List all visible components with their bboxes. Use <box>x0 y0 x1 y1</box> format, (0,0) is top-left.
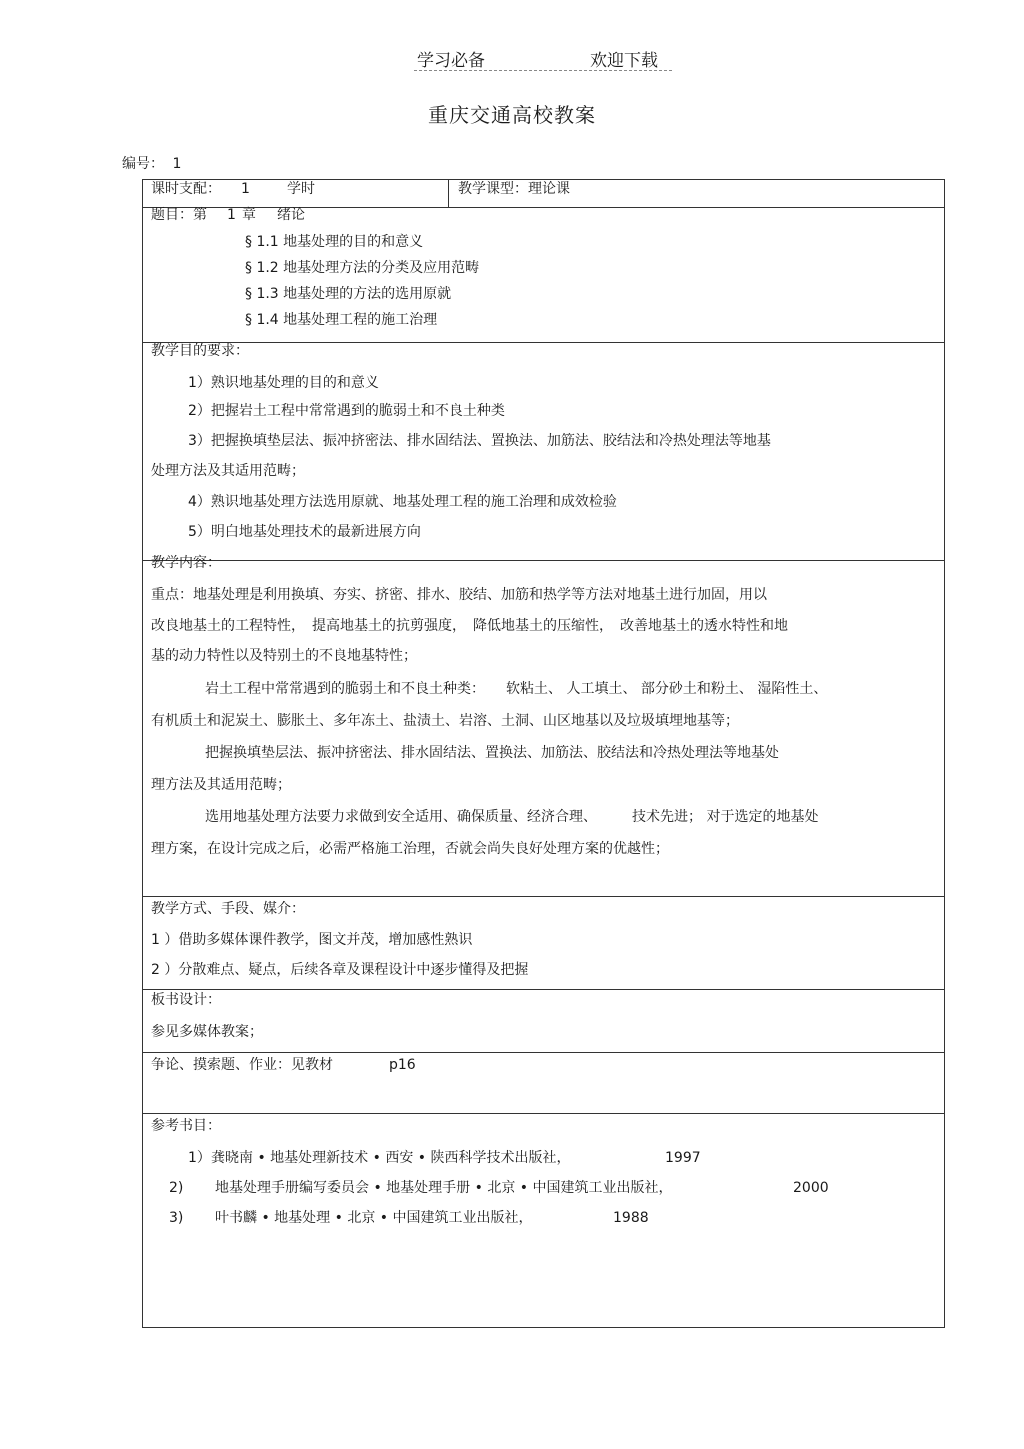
row-divider <box>143 1113 944 1114</box>
content-line: 基的动力特性以及特别土的不良地基特性； <box>151 648 417 664</box>
board-heading: 板书设计： <box>151 992 221 1008</box>
topic-section: § 1.3 地基处理的方法的选用原就 <box>245 286 452 302</box>
row-divider <box>143 896 944 897</box>
lesson-plan-table <box>142 179 945 1328</box>
row-divider <box>143 1052 944 1053</box>
reference-text: 叶书麟 • 地基处理 • 北京 • 中国建筑工业出版社， <box>215 1210 533 1226</box>
objective-item: 1）熟识地基处理的目的和意义 <box>188 375 379 391</box>
topic-chapter-name: 绪论 <box>277 207 305 223</box>
content-line: 改良地基土的工程特性， 提高地基土的抗剪强度， 降低地基土的压缩性， 改善地基土的透水特性和地 <box>151 618 788 634</box>
content-line: 选用地基处理方法要力求做到安全适用、确保质量、经济合理、 技术先进； 对于选定的地基处 <box>205 809 819 825</box>
number-label: 编号： <box>122 156 164 172</box>
method-item: 2 ）分散难点、疑点，后续各章及课程设计中逐步懂得及把握 <box>151 962 529 978</box>
methods-heading: 教学方式、手段、媒介： <box>151 901 305 917</box>
content-line: 重点：地基处理是利用换填、夯实、挤密、排水、胶结、加筋和热学等方法对地基土进行加固，用以 <box>151 587 767 603</box>
objective-item: 4）熟识地基处理方法选用原就、地基处理工程的施工治理和成效检验 <box>188 494 617 510</box>
row-divider <box>143 342 944 343</box>
content-line: 有机质土和泥炭土、膨胀土、多年冻土、盐渍土、岩溶、土洞、山区地基以及垃圾填埋地基等； <box>151 713 739 729</box>
homework-page: p16 <box>389 1057 416 1073</box>
method-item: 1 ）借助多媒体课件教学，图文并茂，增加感性熟识 <box>151 932 473 948</box>
topic-chapter: 1 <box>227 207 236 223</box>
content-line: 把握换填垫层法、振冲挤密法、排水固结法、置换法、加筋法、胶结法和冷热处理法等地基处 <box>205 745 779 761</box>
header-left: 学习必备 <box>417 51 485 71</box>
reference-text: 龚晓南 • 地基处理新技术 • 西安 • 陕西科学技术出版社， <box>211 1150 571 1166</box>
row-divider <box>143 560 944 561</box>
objective-item: 3）把握换填垫层法、振冲挤密法、排水固结法、置换法、加筋法、胶结法和冷热处理法等地基 <box>188 433 771 449</box>
hours-label: 课时支配： <box>151 181 221 197</box>
objective-item: 处理方法及其适用范畴； <box>151 463 305 479</box>
row-divider <box>143 207 944 208</box>
topic-section: § 1.4 地基处理工程的施工治理 <box>245 312 438 328</box>
hours-unit: 学时 <box>287 181 315 197</box>
reference-year: 1997 <box>665 1150 701 1166</box>
topic-section: § 1.1 地基处理的目的和意义 <box>245 234 424 250</box>
row-divider <box>143 989 944 990</box>
reference-num: 1） <box>188 1150 211 1166</box>
document-number <box>122 153 185 173</box>
page-title: 重庆交通高校教案 <box>428 103 596 127</box>
content-line: 理方案，在设计完成之后，必需严格施工治理，否就会尚失良好处理方案的优越性； <box>151 841 669 857</box>
column-divider <box>448 180 449 208</box>
hours-value: 1 <box>241 181 250 197</box>
topic-section: § 1.2 地基处理方法的分类及应用范畴 <box>245 260 480 276</box>
page-header <box>0 44 1024 74</box>
reference-num: 2) <box>169 1180 184 1196</box>
course-type: 教学课型：理论课 <box>458 181 570 197</box>
topic-label: 题目：第 <box>151 207 207 223</box>
content-heading: 教学内容： <box>151 555 221 571</box>
reference-text: 地基处理手册编写委员会 • 地基处理手册 • 北京 • 中国建筑工业出版社， <box>215 1180 673 1196</box>
content-line: 理方法及其适用范畴； <box>151 777 291 793</box>
content-line: 岩土工程中常常遇到的脆弱土和不良土种类： 软粘土、 人工填土、 部分砂土和粉土、 湿陷性土、 <box>205 681 828 697</box>
number-value: 1 <box>172 156 182 172</box>
objective-item: 2）把握岩土工程中常常遇到的脆弱土和不良土种类 <box>188 403 505 419</box>
topic-chapter-suffix: 章 <box>242 207 256 223</box>
objective-item: 5）明白地基处理技术的最新进展方向 <box>188 524 421 540</box>
board-text: 参见多媒体教案； <box>151 1024 263 1040</box>
objectives-heading: 教学目的要求： <box>151 343 249 359</box>
header-right: 欢迎下载 <box>590 51 658 71</box>
reference-year: 1988 <box>613 1210 649 1226</box>
header-rule <box>414 70 672 71</box>
references-heading: 参考书目： <box>151 1118 221 1134</box>
homework-text: 争论、摸索题、作业：见教材 <box>151 1057 333 1073</box>
reference-num: 3) <box>169 1210 184 1226</box>
reference-year: 2000 <box>793 1180 829 1196</box>
